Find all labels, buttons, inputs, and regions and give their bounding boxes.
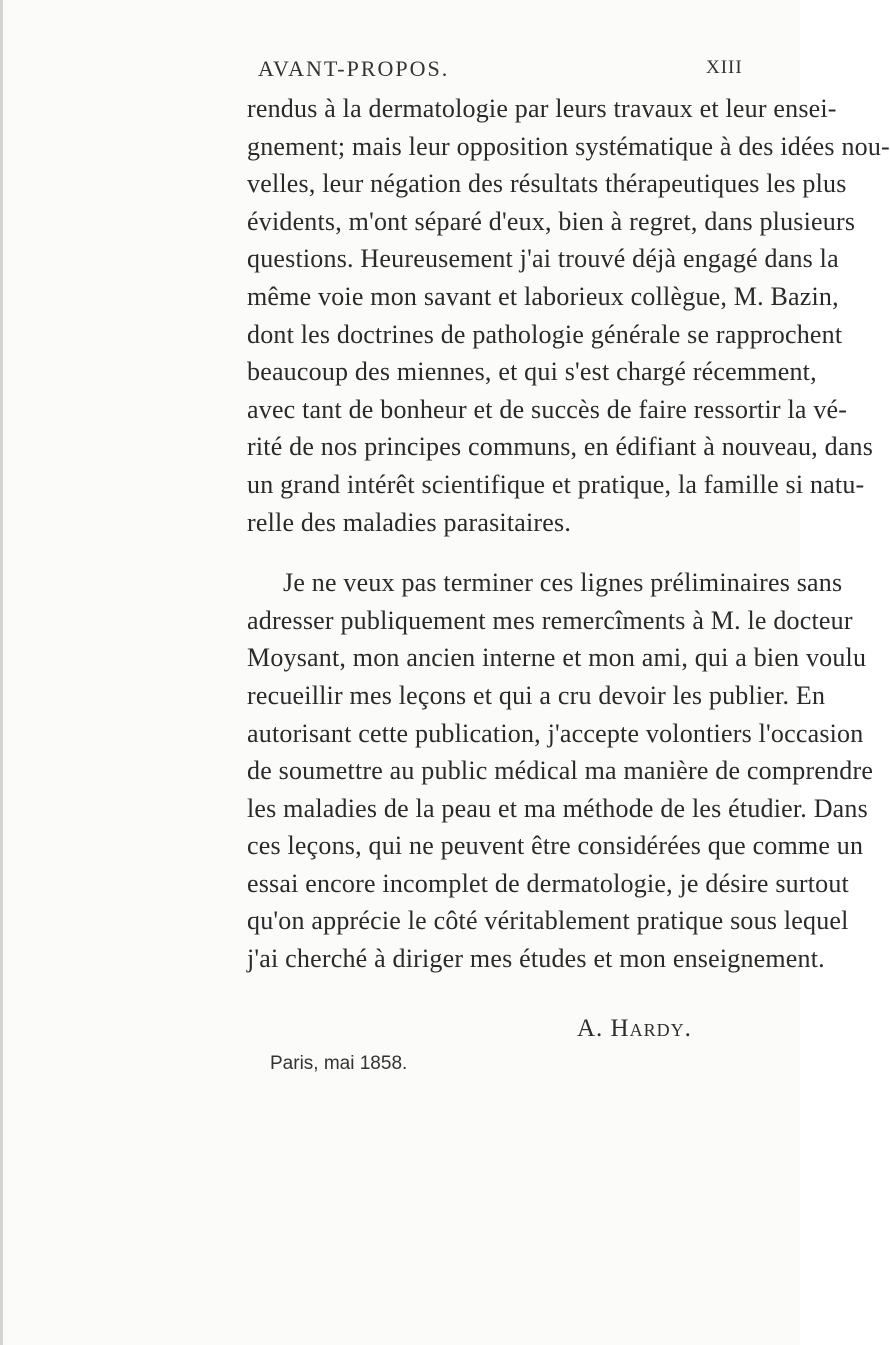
text-line: évidents, m'ont séparé d'eux, bien à regret, dans plusieurs [247, 206, 856, 236]
body-text [247, 90, 890, 978]
page-number: XIII [706, 57, 743, 78]
dateline: Paris, mai 1858. [270, 1053, 408, 1074]
text-line: relle des maladies parasitaires. [247, 507, 572, 537]
text-line: de soumettre au public médical ma manière de comprendre [247, 756, 874, 786]
text-line: un grand intérêt scientifique et pratique, la famille si natu- [247, 469, 865, 499]
text-line: recueillir mes leçons et qui a cru devoir les publier. En [247, 680, 826, 710]
text-line: beaucoup des miennes, et qui s'est chargé récemment, [247, 357, 817, 387]
text-line: rendus à la dermatologie par leurs travaux et leur ensei- [247, 94, 837, 123]
text-line: même voie mon savant et laborieux collègue, M. Bazin, [247, 281, 839, 311]
text-line: ces leçons, qui ne peuvent être considérées que comme un [247, 831, 864, 861]
text-line: adresser publiquement mes remercîments à M. le docteur [247, 605, 853, 635]
running-head [0, 56, 800, 86]
page-edge [0, 0, 3, 1345]
running-title: AVANT-PROPOS. [258, 56, 450, 81]
text-line: les maladies de la peau et ma méthode de les étudier. Dans [247, 793, 868, 823]
text-line: dont les doctrines de pathologie générale se rapprochent [247, 319, 843, 349]
text-line: autorisant cette publication, j'accepte volontiers l'occasion [247, 718, 864, 748]
paragraph-2 [247, 564, 874, 978]
author-signature [577, 1015, 692, 1043]
text-line: essai encore incomplet de dermatologie, je désire surtout [247, 868, 849, 898]
text-line: gnement; mais leur opposition systématique à des idées nou- [247, 131, 890, 161]
signature-text: A. Hardy. [577, 1015, 692, 1042]
text-line: qu'on apprécie le côté véritablement pratique sous lequel [247, 906, 849, 936]
text-line: Moysant, mon ancien interne et mon ami, qui a bien voulu [247, 643, 867, 673]
text-line: questions. Heureusement j'ai trouvé déjà engagé dans la [247, 244, 839, 274]
text-line: velles, leur négation des résultats thérapeutiques les plus [247, 169, 847, 199]
text-line: Je ne veux pas terminer ces lignes préliminaires sans [283, 568, 843, 598]
text-line: avec tant de bonheur et de succès de faire ressortir la vé- [247, 394, 848, 424]
text-line: rité de nos principes communs, en édifiant à nouveau, dans [247, 432, 874, 462]
paragraph-1 [247, 90, 890, 541]
text-line: j'ai cherché à diriger mes études et mon enseignement. [247, 944, 825, 974]
